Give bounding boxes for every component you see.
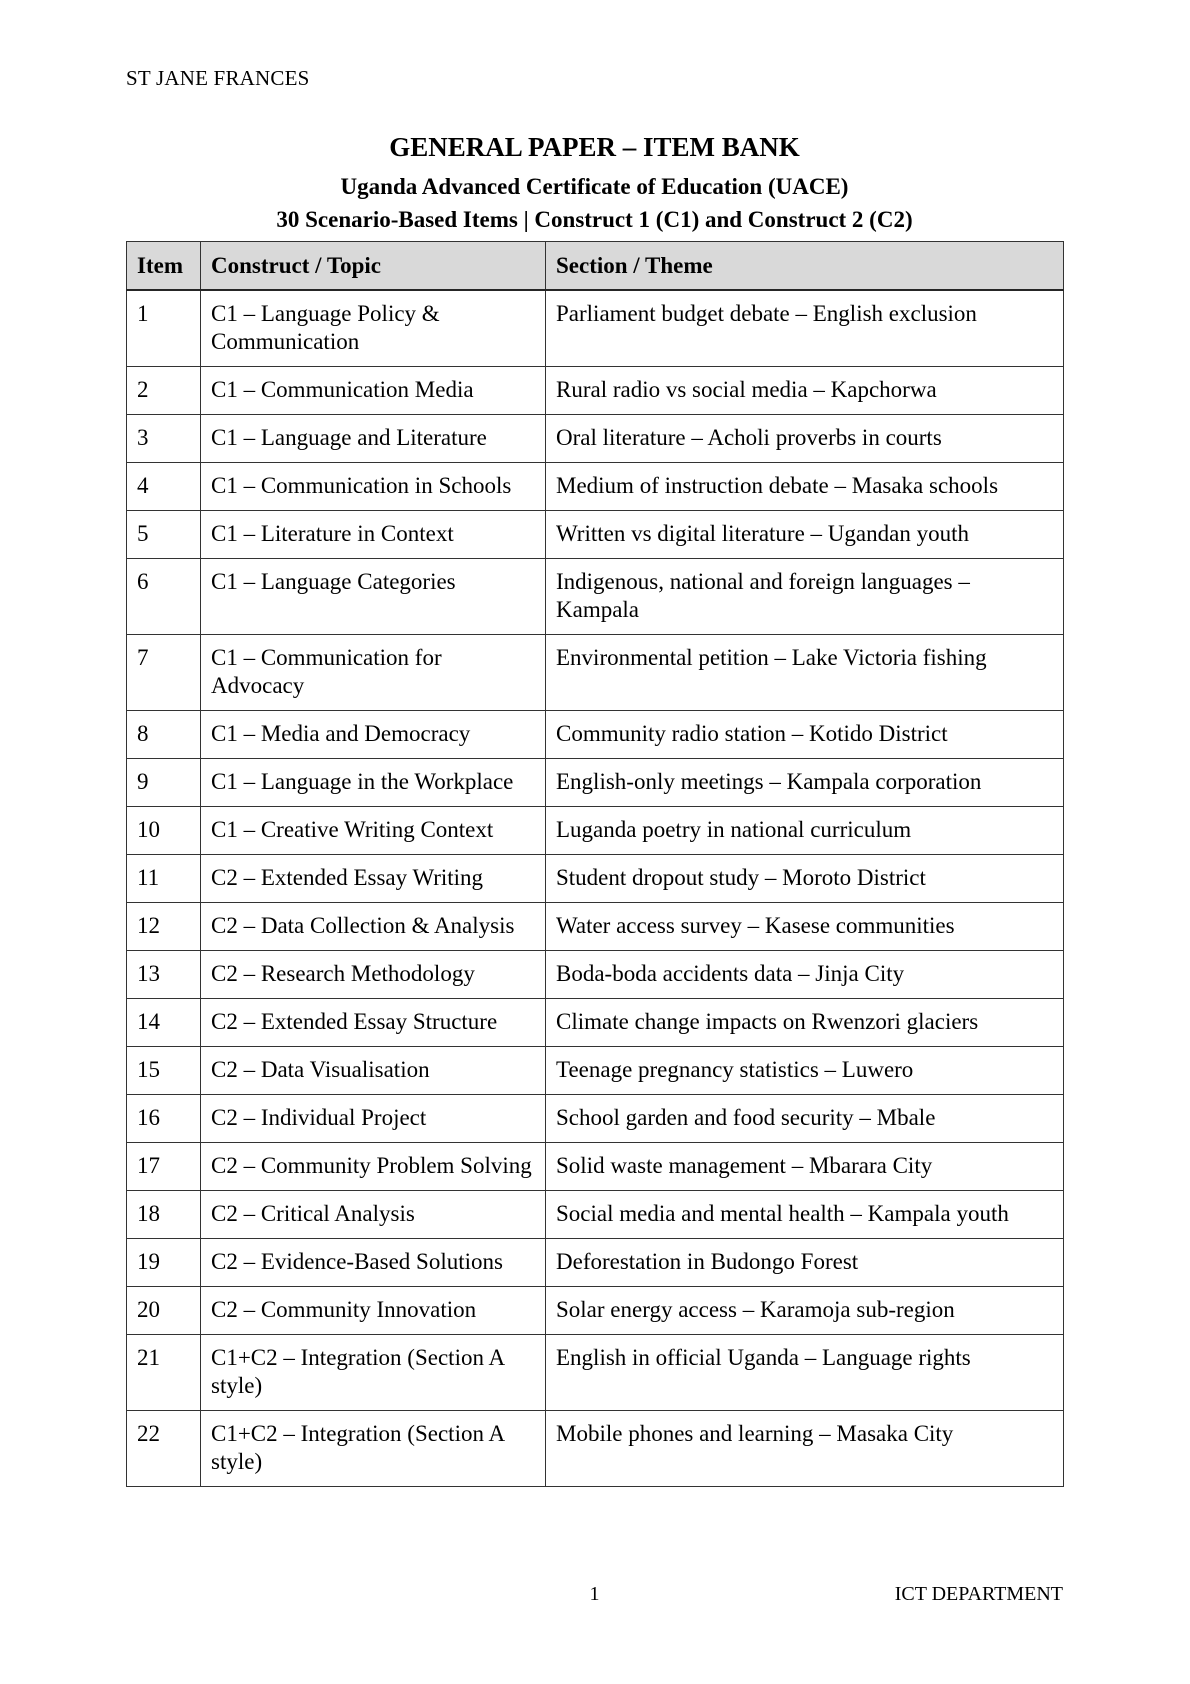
construct-cell: C1 – Language Categories xyxy=(201,559,546,635)
construct-cell: C2 – Data Visualisation xyxy=(201,1047,546,1095)
item-cell: 3 xyxy=(127,415,201,463)
construct-cell: C1 – Communication in Schools xyxy=(201,463,546,511)
construct-cell: C1 – Communication Media xyxy=(201,367,546,415)
table-row xyxy=(127,1191,1064,1239)
table-header-row xyxy=(127,242,1064,291)
footer-department: ICT DEPARTMENT xyxy=(894,1583,1063,1605)
table-row xyxy=(127,807,1064,855)
item-cell: 6 xyxy=(127,559,201,635)
section-cell: Social media and mental health – Kampala youth xyxy=(546,1191,1064,1239)
item-cell: 2 xyxy=(127,367,201,415)
item-cell: 11 xyxy=(127,855,201,903)
col-header-item: Item xyxy=(127,242,201,291)
section-cell: Teenage pregnancy statistics – Luwero xyxy=(546,1047,1064,1095)
construct-cell: C2 – Data Collection & Analysis xyxy=(201,903,546,951)
item-cell: 7 xyxy=(127,635,201,711)
item-cell: 20 xyxy=(127,1287,201,1335)
item-cell: 4 xyxy=(127,463,201,511)
section-cell: Boda-boda accidents data – Jinja City xyxy=(546,951,1064,999)
table-row xyxy=(127,1287,1064,1335)
construct-cell: C2 – Research Methodology xyxy=(201,951,546,999)
section-cell: Student dropout study – Moroto District xyxy=(546,855,1064,903)
table-row xyxy=(127,290,1064,367)
construct-cell: C1 – Literature in Context xyxy=(201,511,546,559)
table-row xyxy=(127,1239,1064,1287)
col-header-construct: Construct / Topic xyxy=(201,242,546,291)
section-cell: Indigenous, national and foreign languages – Kampala xyxy=(546,559,1064,635)
table-row xyxy=(127,367,1064,415)
document-subtitle: Uganda Advanced Certificate of Education (UACE) xyxy=(340,174,849,199)
section-cell: Parliament budget debate – English exclusion xyxy=(546,290,1064,367)
construct-cell: C1 – Language in the Workplace xyxy=(201,759,546,807)
section-cell: Mobile phones and learning – Masaka City xyxy=(546,1411,1064,1487)
construct-cell: C2 – Individual Project xyxy=(201,1095,546,1143)
table-row xyxy=(127,463,1064,511)
item-cell: 1 xyxy=(127,290,201,367)
item-bank-table-body xyxy=(127,290,1064,1487)
section-cell: Solar energy access – Karamoja sub-region xyxy=(546,1287,1064,1335)
table-row xyxy=(127,999,1064,1047)
item-cell: 19 xyxy=(127,1239,201,1287)
item-cell: 5 xyxy=(127,511,201,559)
construct-cell: C2 – Extended Essay Structure xyxy=(201,999,546,1047)
table-row xyxy=(127,1411,1064,1487)
item-cell: 12 xyxy=(127,903,201,951)
section-cell: Solid waste management – Mbarara City xyxy=(546,1143,1064,1191)
document-page xyxy=(126,0,1063,1487)
table-row xyxy=(127,1095,1064,1143)
item-cell: 22 xyxy=(127,1411,201,1487)
construct-cell: C1 – Communication for Advocacy xyxy=(201,635,546,711)
item-cell: 10 xyxy=(127,807,201,855)
section-cell: Luganda poetry in national curriculum xyxy=(546,807,1064,855)
item-cell: 18 xyxy=(127,1191,201,1239)
item-cell: 17 xyxy=(127,1143,201,1191)
section-cell: School garden and food security – Mbale xyxy=(546,1095,1064,1143)
item-cell: 8 xyxy=(127,711,201,759)
section-cell: Climate change impacts on Rwenzori glaciers xyxy=(546,999,1064,1047)
construct-cell: C1 – Language Policy & Communication xyxy=(201,290,546,367)
construct-cell: C1+C2 – Integration (Section A style) xyxy=(201,1411,546,1487)
table-row xyxy=(127,759,1064,807)
item-cell: 13 xyxy=(127,951,201,999)
table-row xyxy=(127,1143,1064,1191)
table-row xyxy=(127,415,1064,463)
table-row xyxy=(127,635,1064,711)
col-header-section: Section / Theme xyxy=(546,242,1064,291)
section-cell: Oral literature – Acholi proverbs in courts xyxy=(546,415,1064,463)
item-cell: 9 xyxy=(127,759,201,807)
page-footer xyxy=(126,1582,1063,1608)
item-cell: 15 xyxy=(127,1047,201,1095)
construct-cell: C2 – Critical Analysis xyxy=(201,1191,546,1239)
item-cell: 21 xyxy=(127,1335,201,1411)
table-row xyxy=(127,1335,1064,1411)
construct-cell: C1 – Media and Democracy xyxy=(201,711,546,759)
section-cell: Medium of instruction debate – Masaka schools xyxy=(546,463,1064,511)
item-bank-table xyxy=(126,241,1064,1487)
table-row xyxy=(127,711,1064,759)
page-number: 1 xyxy=(589,1583,600,1605)
section-cell: English in official Uganda – Language rights xyxy=(546,1335,1064,1411)
table-row xyxy=(127,559,1064,635)
table-row xyxy=(127,951,1064,999)
construct-cell: C2 – Community Problem Solving xyxy=(201,1143,546,1191)
section-cell: Deforestation in Budongo Forest xyxy=(546,1239,1064,1287)
construct-cell: C1 – Creative Writing Context xyxy=(201,807,546,855)
construct-cell: C2 – Extended Essay Writing xyxy=(201,855,546,903)
section-cell: Rural radio vs social media – Kapchorwa xyxy=(546,367,1064,415)
item-cell: 14 xyxy=(127,999,201,1047)
section-cell: Community radio station – Kotido District xyxy=(546,711,1064,759)
table-row xyxy=(127,855,1064,903)
construct-cell: C1+C2 – Integration (Section A style) xyxy=(201,1335,546,1411)
construct-cell: C2 – Evidence-Based Solutions xyxy=(201,1239,546,1287)
item-cell: 16 xyxy=(127,1095,201,1143)
document-title: GENERAL PAPER – ITEM BANK xyxy=(389,132,800,162)
section-cell: English-only meetings – Kampala corporation xyxy=(546,759,1064,807)
construct-cell: C1 – Language and Literature xyxy=(201,415,546,463)
construct-cell: C2 – Community Innovation xyxy=(201,1287,546,1335)
school-name: ST JANE FRANCES xyxy=(126,66,310,90)
section-cell: Written vs digital literature – Ugandan youth xyxy=(546,511,1064,559)
document-items-line: 30 Scenario-Based Items | Construct 1 (C1) and Construct 2 (C2) xyxy=(276,207,913,232)
table-row xyxy=(127,903,1064,951)
table-row xyxy=(127,511,1064,559)
section-cell: Environmental petition – Lake Victoria fishing xyxy=(546,635,1064,711)
table-row xyxy=(127,1047,1064,1095)
section-cell: Water access survey – Kasese communities xyxy=(546,903,1064,951)
